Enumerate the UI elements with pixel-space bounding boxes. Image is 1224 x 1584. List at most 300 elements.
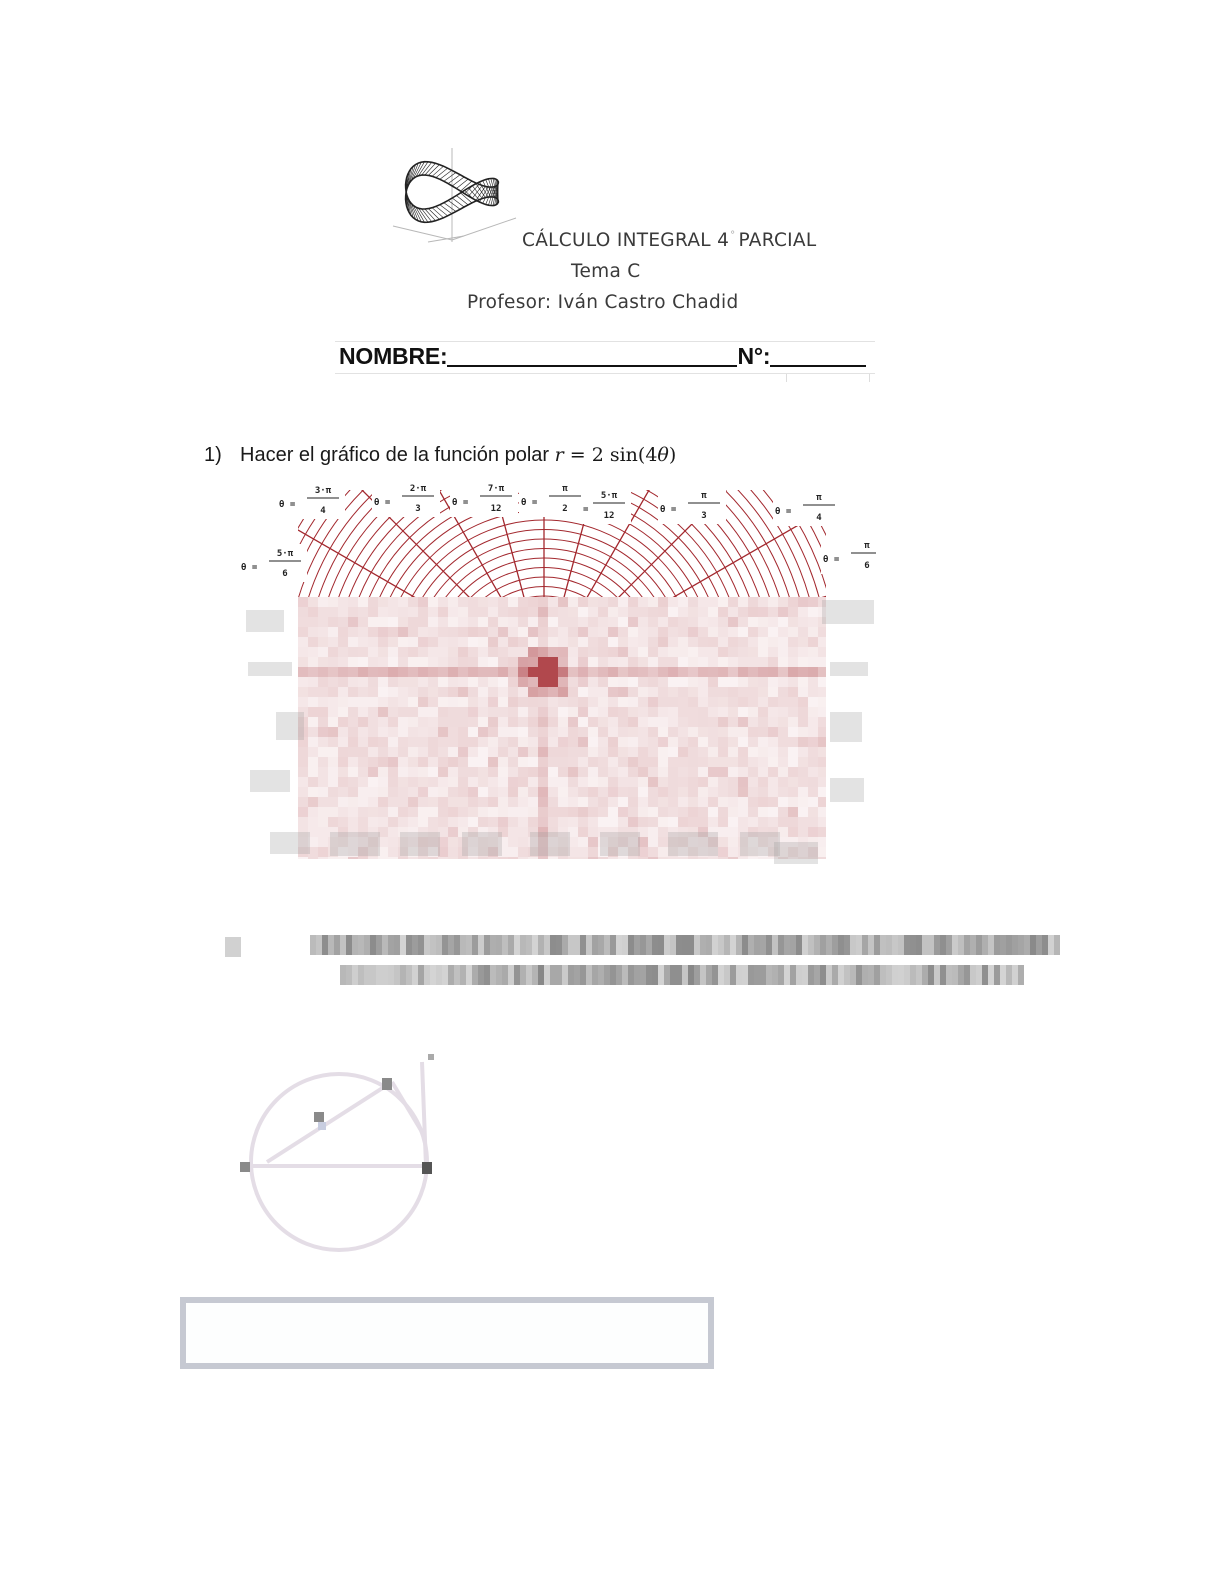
- pixelated-grid-cell: [818, 817, 828, 827]
- pixelated-grid-cell: [688, 727, 698, 737]
- pixelated-grid-cell: [538, 617, 548, 627]
- pixelated-grid-cell: [328, 687, 338, 697]
- redacted-text-block: [694, 935, 700, 955]
- pixelated-grid-cell: [608, 717, 618, 727]
- pixelated-grid-cell: [498, 807, 508, 817]
- pixelated-grid-cell: [408, 807, 418, 817]
- pixelated-grid-cell: [428, 697, 438, 707]
- pixelated-grid-cell: [668, 687, 678, 697]
- pixelated-grid-cell: [478, 677, 488, 687]
- redacted-text-block: [538, 935, 544, 955]
- pixelated-grid-cell: [658, 697, 668, 707]
- pixelated-grid-cell: [408, 667, 418, 677]
- pixelated-grid-cell: [508, 597, 518, 607]
- pixelated-grid-cell: [328, 817, 338, 827]
- pixelated-grid-cell: [528, 777, 538, 787]
- pixelated-grid-cell: [428, 757, 438, 767]
- pixelated-grid-cell: [388, 787, 398, 797]
- pixelated-grid-cell: [608, 727, 618, 737]
- redacted-text-block: [898, 965, 904, 985]
- pixelated-grid-cell: [668, 607, 678, 617]
- redacted-text-block: [970, 935, 976, 955]
- redacted-text-block: [664, 935, 670, 955]
- pixelated-grid-cell: [648, 687, 658, 697]
- pixelated-grid-cell: [388, 817, 398, 827]
- pixelated-grid-cell: [318, 747, 328, 757]
- pixelated-grid-cell: [348, 857, 358, 867]
- pixelated-grid-cell: [298, 667, 308, 677]
- pixelated-grid-cell: [448, 647, 458, 657]
- pixelated-grid-cell: [448, 717, 458, 727]
- pixelated-grid-cell: [658, 807, 668, 817]
- angle-label-numerator: π: [701, 491, 707, 501]
- math-theta: θ: [657, 444, 669, 466]
- pixelated-grid-cell: [358, 707, 368, 717]
- pixelated-grid-cell: [348, 617, 358, 627]
- pixelated-grid-cell: [658, 687, 668, 697]
- header-rule-bottom: [335, 373, 875, 374]
- pixelated-grid-cell: [708, 717, 718, 727]
- pixelated-grid-cell: [808, 807, 818, 817]
- pixelated-grid-cell: [628, 597, 638, 607]
- pixelated-grid-cell: [568, 737, 578, 747]
- pixelated-grid-cell: [638, 767, 648, 777]
- logo-mesh-line: [432, 208, 443, 218]
- pixelated-angle-label: [400, 832, 440, 856]
- redacted-text-block: [520, 965, 526, 985]
- pixelated-grid-cell: [298, 857, 308, 867]
- pixelated-grid-cell: [748, 807, 758, 817]
- pixelated-grid-cell: [338, 707, 348, 717]
- pixelated-grid-cell: [368, 747, 378, 757]
- segment-line: [392, 1082, 422, 1132]
- redacted-text-block: [346, 965, 352, 985]
- pixelated-grid-cell: [788, 717, 798, 727]
- pixelated-grid-cell: [808, 597, 818, 607]
- pixelated-grid-cell: [758, 757, 768, 767]
- math-r: r: [554, 444, 564, 466]
- pixelated-grid-cell: [648, 837, 658, 847]
- pixelated-grid-cell: [728, 627, 738, 637]
- angle-label: [519, 479, 587, 517]
- pixelated-grid-cell: [498, 717, 508, 727]
- pixelated-grid-cell: [388, 627, 398, 637]
- pixelated-grid-cell: [438, 607, 448, 617]
- redacted-text-block: [490, 935, 496, 955]
- logo-mesh-line: [452, 198, 464, 207]
- pixelated-angle-label: [462, 832, 502, 856]
- pixelated-grid-cell: [448, 617, 458, 627]
- pixelated-grid-cell: [478, 687, 488, 697]
- pixelated-grid-cell: [358, 627, 368, 637]
- pixelated-grid-cell: [448, 637, 458, 647]
- pixelated-grid-cell: [548, 667, 558, 677]
- pixelated-grid-cell: [558, 617, 568, 627]
- pixelated-grid-cell: [718, 667, 728, 677]
- redacted-text-block: [832, 935, 838, 955]
- pixelated-grid-cell: [658, 637, 668, 647]
- pixelated-grid-cell: [448, 817, 458, 827]
- pixelated-grid-cell: [318, 617, 328, 627]
- pixelated-grid-cell: [748, 607, 758, 617]
- pixelated-grid-cell: [478, 747, 488, 757]
- pixelated-grid-cell: [698, 777, 708, 787]
- pixelated-grid-cell: [368, 797, 378, 807]
- pixelated-grid-cell: [408, 857, 418, 867]
- pixelated-grid-cell: [748, 757, 758, 767]
- logo-mesh-line: [452, 177, 464, 186]
- pixelated-grid-cell: [568, 617, 578, 627]
- redacted-text-block: [484, 965, 490, 985]
- pixelated-grid-cell: [728, 687, 738, 697]
- pixelated-grid-cell: [308, 677, 318, 687]
- pixelated-grid-cell: [778, 597, 788, 607]
- pixelated-grid-cell: [448, 757, 458, 767]
- pixelated-grid-cell: [708, 757, 718, 767]
- redacted-text-block: [772, 935, 778, 955]
- pixelated-grid-cell: [488, 767, 498, 777]
- pixelated-grid-cell: [658, 787, 668, 797]
- pixelated-grid-cell: [318, 627, 328, 637]
- pixelated-grid-cell: [698, 817, 708, 827]
- pixelated-grid-cell: [458, 717, 468, 727]
- pixelated-grid-cell: [318, 767, 328, 777]
- pixelated-grid-cell: [528, 727, 538, 737]
- pixelated-grid-cell: [428, 797, 438, 807]
- redacted-text-block: [820, 935, 826, 955]
- redacted-text-block: [646, 935, 652, 955]
- pixelated-grid-cell: [578, 767, 588, 777]
- redacted-text-block: [856, 965, 862, 985]
- pixelated-grid-cell: [348, 817, 358, 827]
- pixelated-grid-cell: [448, 847, 458, 857]
- redacted-text-block: [1036, 935, 1042, 955]
- logo-mesh-line: [440, 205, 452, 214]
- pixelated-grid-cell: [758, 707, 768, 717]
- pixelated-grid-cell: [818, 647, 828, 657]
- pixelated-grid-cell: [598, 637, 608, 647]
- pixelated-grid-cell: [538, 767, 548, 777]
- pixelated-grid-cell: [808, 697, 818, 707]
- pixelated-grid-cell: [588, 677, 598, 687]
- pixelated-grid-cell: [548, 607, 558, 617]
- pixelated-grid-cell: [368, 757, 378, 767]
- pixelated-grid-cell: [738, 697, 748, 707]
- pixelated-grid-cell: [548, 807, 558, 817]
- pixelated-grid-cell: [408, 617, 418, 627]
- pixelated-grid-cell: [458, 797, 468, 807]
- pixelated-grid-cell: [798, 627, 808, 637]
- pixelated-grid-cell: [378, 697, 388, 707]
- redacted-text-block: [1018, 935, 1024, 955]
- pixelated-grid-cell: [548, 727, 558, 737]
- angle-label-numerator: π: [816, 493, 822, 503]
- redacted-text-block: [730, 965, 736, 985]
- angle-label-denominator: 4: [320, 506, 326, 516]
- pixelated-grid-cell: [768, 697, 778, 707]
- pixelated-grid-cell: [508, 787, 518, 797]
- redacted-text-block: [376, 935, 382, 955]
- pixelated-grid-cell: [688, 717, 698, 727]
- nombre-field[interactable]: [447, 345, 737, 367]
- question-1: [204, 444, 676, 467]
- redacted-text-block: [526, 935, 532, 955]
- pixelated-grid-cell: [488, 677, 498, 687]
- pixelated-grid-cell: [558, 657, 568, 667]
- redacted-text-block: [808, 965, 814, 985]
- redacted-text-block: [610, 965, 616, 985]
- pixelated-grid-cell: [748, 667, 758, 677]
- pixelated-grid-cell: [328, 737, 338, 747]
- pixelated-grid-cell: [368, 657, 378, 667]
- pixelated-grid-cell: [588, 597, 598, 607]
- pixelated-grid-cell: [298, 757, 308, 767]
- pixelated-grid-cell: [418, 687, 428, 697]
- pixelated-grid-cell: [768, 617, 778, 627]
- pixelated-grid-cell: [618, 607, 628, 617]
- pixelated-grid-cell: [298, 637, 308, 647]
- pixelated-grid-cell: [408, 787, 418, 797]
- pixelated-grid-cell: [568, 667, 578, 677]
- pixelated-grid-cell: [508, 757, 518, 767]
- pixelated-grid-cell: [758, 767, 768, 777]
- pixelated-grid-cell: [468, 637, 478, 647]
- pixelated-grid-cell: [818, 727, 828, 737]
- redacted-text-block: [388, 965, 394, 985]
- pixelated-grid-cell: [318, 687, 328, 697]
- pixelated-grid-cell: [408, 747, 418, 757]
- pixelated-grid-cell: [338, 747, 348, 757]
- pixelated-grid-cell: [758, 717, 768, 727]
- pixelated-grid-cell: [318, 597, 328, 607]
- pixelated-grid-cell: [798, 677, 808, 687]
- pixelated-grid-cell: [788, 697, 798, 707]
- pixelated-grid-cell: [548, 687, 558, 697]
- pixelated-grid-cell: [658, 767, 668, 777]
- angle-label-denominator: 6: [864, 561, 870, 571]
- redacted-text-block: [436, 935, 442, 955]
- pixelated-grid-cell: [708, 637, 718, 647]
- pixelated-grid-cell: [548, 627, 558, 637]
- pixelated-grid-cell: [548, 677, 558, 687]
- pixelated-grid-cell: [728, 737, 738, 747]
- pixelated-grid-cell: [518, 737, 528, 747]
- pixelated-grid-cell: [578, 827, 588, 837]
- pixelated-grid-cell: [368, 777, 378, 787]
- pixelated-grid-cell: [408, 677, 418, 687]
- pixelated-grid-cell: [358, 767, 368, 777]
- pixelated-grid-cell: [658, 647, 668, 657]
- pixelated-grid-cell: [588, 637, 598, 647]
- pixelated-grid-cell: [308, 667, 318, 677]
- pixelated-grid-cell: [478, 707, 488, 717]
- pixelated-grid-cell: [448, 857, 458, 867]
- pixelated-grid-cell: [448, 657, 458, 667]
- pixelated-grid-cell: [538, 677, 548, 687]
- redacted-text-block: [580, 935, 586, 955]
- numero-field[interactable]: [770, 345, 866, 367]
- pixelated-grid-cell: [528, 817, 538, 827]
- redacted-text-block: [556, 935, 562, 955]
- pixelated-grid-cell: [778, 707, 788, 717]
- pixelated-grid-cell: [468, 757, 478, 767]
- pixelated-angle-label: [270, 832, 310, 854]
- pixelated-grid-cell: [648, 787, 658, 797]
- pixelated-grid-cell: [668, 737, 678, 747]
- pixelated-grid-cell: [588, 717, 598, 727]
- point-center: [314, 1112, 324, 1122]
- pixelated-grid-cell: [668, 647, 678, 657]
- logo-mesh-line: [448, 175, 460, 184]
- pixelated-grid-cell: [598, 617, 608, 627]
- pixelated-grid-cell: [748, 737, 758, 747]
- redacted-text-block: [496, 935, 502, 955]
- pixelated-grid-cell: [498, 767, 508, 777]
- pixelated-grid-cell: [468, 807, 478, 817]
- redacted-text-block: [706, 935, 712, 955]
- pixelated-grid-cell: [788, 637, 798, 647]
- angle-label-denominator: 6: [282, 569, 288, 579]
- pixelated-grid-cell: [788, 707, 798, 717]
- pixelated-grid-cell: [728, 657, 738, 667]
- pixelated-grid-cell: [318, 637, 328, 647]
- pixelated-grid-cell: [358, 737, 368, 747]
- pixelated-angle-label: [250, 770, 290, 792]
- pixelated-grid-cell: [708, 697, 718, 707]
- pixelated-grid-cell: [688, 657, 698, 667]
- math-close: ): [668, 444, 677, 466]
- pixelated-grid-cell: [668, 597, 678, 607]
- pixelated-grid-cell: [578, 617, 588, 627]
- redacted-text-block: [634, 935, 640, 955]
- pixelated-grid-cell: [648, 847, 658, 857]
- pixelated-grid-cell: [348, 637, 358, 647]
- pixelated-grid-cell: [598, 667, 608, 677]
- pixelated-grid-cell: [608, 857, 618, 867]
- pixelated-grid-cell: [628, 627, 638, 637]
- pixelated-grid-cell: [468, 667, 478, 677]
- pixelated-grid-cell: [638, 607, 648, 617]
- redacted-text-block: [394, 935, 400, 955]
- redacted-text-block: [502, 935, 508, 955]
- pixelated-grid-cell: [418, 727, 428, 737]
- pixelated-grid-cell: [378, 777, 388, 787]
- pixelated-grid-cell: [768, 667, 778, 677]
- pixelated-grid-cell: [598, 597, 608, 607]
- pixelated-grid-cell: [438, 777, 448, 787]
- pixelated-grid-cell: [718, 607, 728, 617]
- pixelated-grid-cell: [818, 667, 828, 677]
- redacted-text-block: [358, 935, 364, 955]
- redacted-text-block: [1018, 965, 1024, 985]
- pixelated-grid-cell: [578, 807, 588, 817]
- pixelated-grid-cell: [528, 857, 538, 867]
- pixelated-grid-cell: [808, 667, 818, 677]
- pixelated-grid-cell: [528, 707, 538, 717]
- redacted-text-block: [682, 935, 688, 955]
- redacted-text-block: [448, 935, 454, 955]
- pixelated-grid-cell: [708, 617, 718, 627]
- pixelated-grid-cell: [298, 777, 308, 787]
- pixelated-grid-cell: [568, 777, 578, 787]
- pixelated-grid-cell: [448, 807, 458, 817]
- redacted-text-block: [430, 965, 436, 985]
- pixelated-grid-cell: [708, 817, 718, 827]
- pixelated-grid-cell: [788, 647, 798, 657]
- pixelated-grid-cell: [588, 767, 598, 777]
- pixelated-grid-cell: [378, 757, 388, 767]
- pixelated-grid-cell: [498, 617, 508, 627]
- pixelated-grid-cell: [508, 777, 518, 787]
- pixelated-grid-cell: [488, 817, 498, 827]
- pixelated-grid-cell: [578, 597, 588, 607]
- pixelated-grid-cell: [608, 737, 618, 747]
- pixelated-grid-cell: [388, 737, 398, 747]
- pixelated-grid-cell: [468, 697, 478, 707]
- pixelated-grid-cell: [608, 767, 618, 777]
- polar-grid: [236, 478, 876, 870]
- pixelated-grid-cell: [618, 657, 628, 667]
- pixelated-grid-cell: [458, 727, 468, 737]
- pixelated-grid-cell: [808, 657, 818, 667]
- redacted-text-block: [904, 935, 910, 955]
- pixelated-grid-cell: [528, 677, 538, 687]
- redacted-text-block: [868, 965, 874, 985]
- pixelated-grid-cell: [398, 667, 408, 677]
- pixelated-grid-cell: [768, 687, 778, 697]
- answer-box[interactable]: [180, 1297, 714, 1369]
- pixelated-grid-cell: [818, 857, 828, 867]
- pixelated-grid-cell: [688, 797, 698, 807]
- pixelated-grid-cell: [438, 657, 448, 667]
- pixelated-grid-cell: [708, 677, 718, 687]
- pixelated-grid-cell: [408, 707, 418, 717]
- pixelated-grid-cell: [358, 617, 368, 627]
- pixelated-grid-cell: [528, 597, 538, 607]
- pixelated-grid-cell: [308, 727, 318, 737]
- pixelated-grid-cell: [668, 627, 678, 637]
- pixelated-grid-cell: [338, 807, 348, 817]
- pixelated-grid-cell: [658, 717, 668, 727]
- pixelated-grid-cell: [588, 727, 598, 737]
- pixelated-grid-cell: [378, 667, 388, 677]
- pixelated-grid-cell: [468, 727, 478, 737]
- pixelated-grid-cell: [308, 657, 318, 667]
- pixelated-grid-cell: [618, 767, 628, 777]
- pixelated-grid-cell: [408, 737, 418, 747]
- pixelated-grid-cell: [698, 647, 708, 657]
- pixelated-grid-cell: [488, 787, 498, 797]
- pixelated-grid-cell: [718, 617, 728, 627]
- redacted-text-block: [742, 965, 748, 985]
- pixelated-grid-cell: [688, 747, 698, 757]
- pixelated-grid-cell: [758, 727, 768, 737]
- logo-mesh-line: [444, 203, 456, 212]
- angle-label: [239, 544, 307, 582]
- pixelated-grid-cell: [628, 747, 638, 757]
- pixelated-grid-cell: [738, 637, 748, 647]
- redacted-text-block: [844, 965, 850, 985]
- pixelated-grid-cell: [478, 697, 488, 707]
- pixelated-grid-cell: [628, 737, 638, 747]
- redacted-text-block: [1024, 935, 1030, 955]
- pixelated-grid-cell: [418, 617, 428, 627]
- pixelated-grid-cell: [308, 767, 318, 777]
- angle-label-numerator: π: [864, 541, 870, 551]
- pixelated-grid-cell: [618, 727, 628, 737]
- pixelated-grid-cell: [728, 787, 738, 797]
- pixelated-grid-cell: [498, 777, 508, 787]
